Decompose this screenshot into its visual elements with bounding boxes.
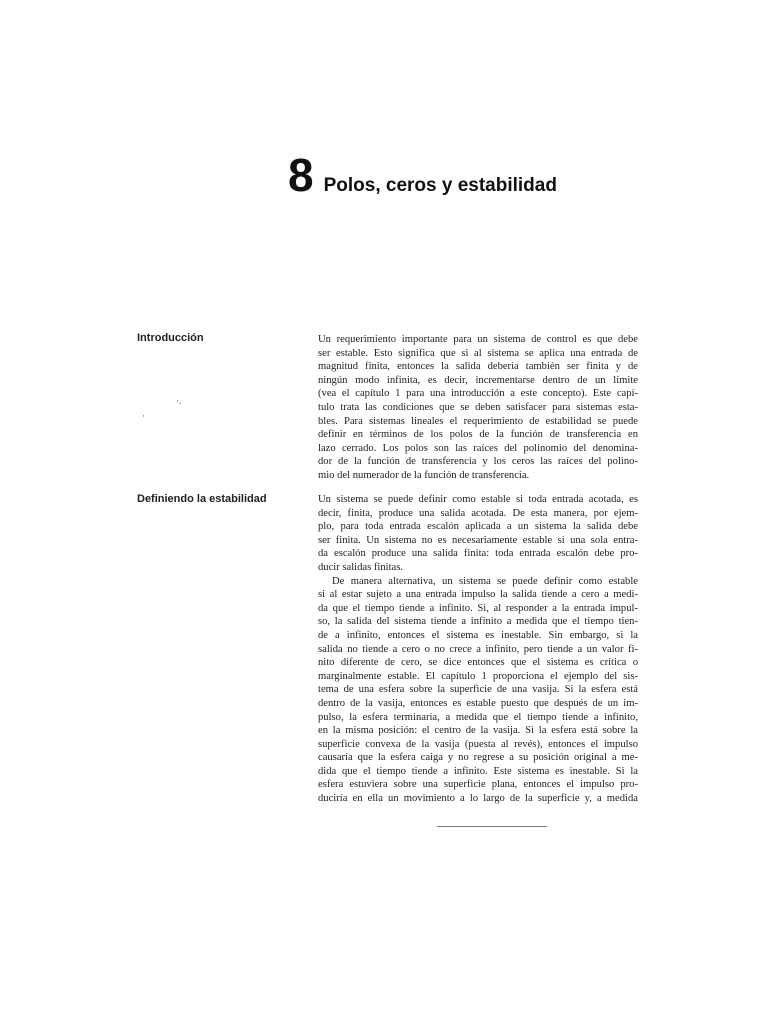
section-heading-definiendo: Definiendo la estabilidad [137,493,267,505]
text-line: nito diferente de cero, se dice entonces que el sistema es crítica o [318,657,638,669]
text-line: Un requerimiento importante para un sistema de control es que debe [318,334,638,345]
text-line: duciría en ella un movimiento a lo largo de la superficie y, a medida [318,793,638,805]
page-footer-rule [437,826,547,827]
text-line: Un sistema se puede definir como estable si toda entrada acotada, es [318,494,638,505]
text-line: superficie convexa de la vasija (puesta al revés), entonces el impulso [318,738,638,750]
chapter-title: Polos, ceros y estabilidad [323,175,557,196]
text-line: dentro de la vasija, entonces es estable puesto que después de un im- [318,697,638,709]
text-line: decir, finita, produce una salida acotada. De esta manera, por ejem- [318,507,638,519]
text-line: marginalmente estable. El capítulo 1 proporciona el ejemplo del sis- [318,670,638,682]
text-line: bles. Para sistemas lineales el requerimiento de estabilidad se puede [318,415,638,427]
text-line: mio del numerador de la función de transferencia. [318,469,530,481]
scan-mark: · [142,411,145,421]
text-line: (vea el capítulo 1 para una introducción a este concepto). Este capí- [318,388,638,400]
chapter-heading [288,149,557,201]
text-line: lazo cerrado. Los polos son las raíces del polinomio del denomina- [318,442,638,454]
text-line: tulo trata las condiciones que se deben satisfacer para sistemas esta- [318,401,638,413]
text-line: pulso, la esfera terminaría, a medida que el tiempo tiende a infinito, [318,711,638,723]
text-line: en la misma posición: el centro de la vasija. Si la esfera está sobre la [318,725,638,737]
text-line: ser finita. Un sistema no es necesariamente estable si una sola entra- [318,534,638,546]
text-line: causaría que la esfera caiga y no regrese a su posición original a me- [318,752,638,764]
text-line: definir en términos de los polos de la función de transferencia en [318,429,638,441]
text-line: plo, para toda entrada escalón aplicada a un sistema la salida debe [318,521,638,533]
text-line: tema de una esfera sobre la superficie de una vasija. Si la esfera está [318,684,638,696]
section-body-definiendo [318,493,638,806]
scan-mark: ·. [176,396,182,406]
text-line: ser estable. Esto significa que si al sistema se aplica una entrada de [318,347,638,359]
section-heading-introduccion: Introducción [137,332,204,344]
text-line: dida que el tiempo tiende a infinito. Este sistema es inestable. Si la [318,765,638,777]
text-line: da escalón produce una salida finita: toda entrada escalón debe pro- [318,548,638,560]
chapter-number: 8 [288,149,314,201]
text-line: dor de la función de transferencia y los ceros las raíces del polino- [318,456,638,468]
text-line: salida no tiende a cero o no crece a infinito, pero tiende a un valor fi- [318,643,638,655]
text-line: esfera estuviera sobre una superficie plana, entonces el impulso pro- [318,779,638,791]
text-line: da que el tiempo tiende a infinito. Si, al responder a la entrada impul- [318,602,638,614]
text-line: si al estar sujeto a una entrada impulso la salida tiende a cero a medi- [318,589,638,601]
text-line: de a infinito, entonces el sistema es inestable. Sin embargo, si la [318,629,638,641]
text-line: ningún modo infinita, es decir, incrementarse dentro de un límite [318,374,638,386]
section-body-introduccion [318,333,638,483]
text-line: ducir salidas finitas. [318,561,404,573]
text-line: De manera alternativa, un sistema se puede definir como estable [332,575,638,587]
text-line: magnitud finita, entonces la salida debería también ser finita y de [318,361,638,373]
text-line: so, la salida del sistema tiende a infinito a medida que el tiempo tien- [318,616,638,628]
